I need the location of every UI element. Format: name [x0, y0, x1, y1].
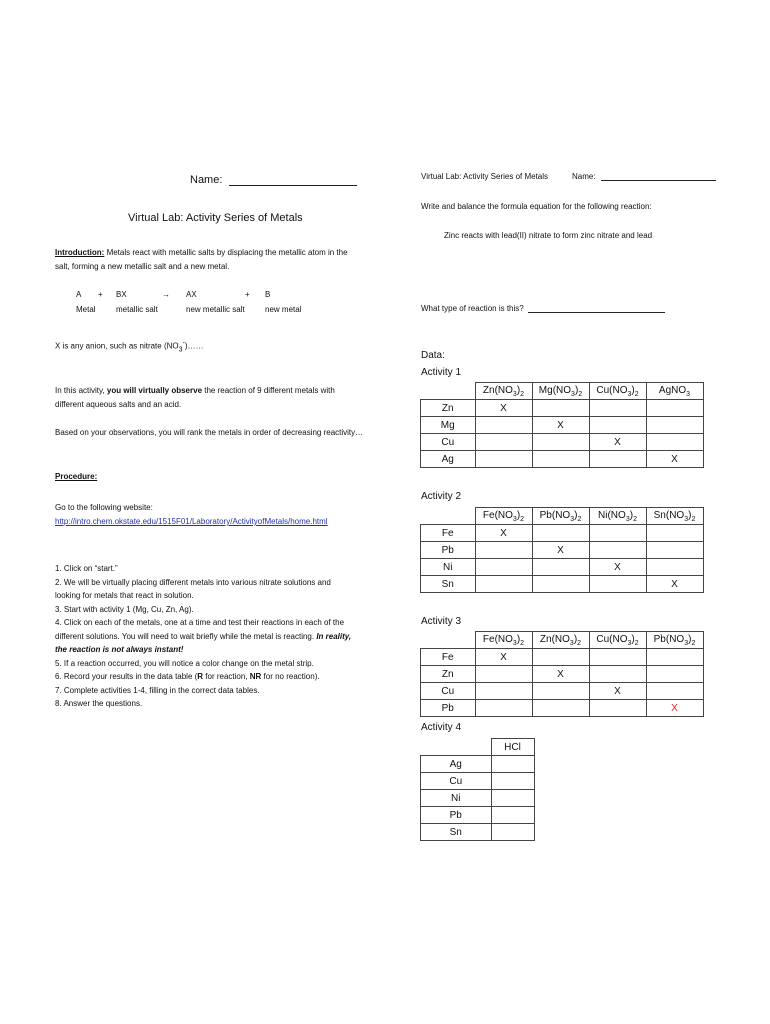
data-cell[interactable] [589, 700, 646, 717]
reaction-type-question[interactable] [421, 304, 665, 313]
introduction-heading: Introduction: [55, 248, 105, 257]
table-row [421, 576, 704, 593]
data-cell[interactable] [475, 434, 532, 451]
activity-3-label: Activity 3 [421, 616, 462, 627]
balance-instruction: Write and balance the formula equation for the following reaction: [421, 202, 652, 211]
data-cell[interactable] [646, 559, 703, 576]
activity-text-post: the reaction of 9 different metals with different aqueous salts and an acid. [55, 386, 335, 409]
data-cell-red[interactable]: X [646, 700, 703, 717]
data-cell[interactable] [475, 700, 532, 717]
data-cell[interactable] [646, 649, 703, 666]
data-cell[interactable] [475, 576, 532, 593]
data-cell[interactable]: X [589, 559, 646, 576]
data-cell[interactable] [589, 400, 646, 417]
metal-label: Fe [421, 525, 476, 542]
step-7: 7. Complete activities 1-4, filling in the correct data tables. [55, 685, 260, 695]
data-cell[interactable]: X [646, 451, 703, 468]
activity-text-bold: you will virtually observe [106, 386, 203, 395]
header-cell: $Fe(NO_3)_2$ [475, 632, 532, 649]
metal-label: Ag [421, 756, 492, 773]
activity-2-table [420, 507, 704, 593]
table-header-row [421, 383, 704, 400]
table-row [421, 525, 704, 542]
anion-note-sub: 3 [178, 346, 183, 354]
table-row [421, 700, 704, 717]
table-row [421, 542, 704, 559]
header-cell: AgNO$_3$ [646, 383, 703, 400]
corner-cell [421, 632, 476, 649]
data-cell[interactable] [646, 400, 703, 417]
data-cell[interactable] [475, 451, 532, 468]
table-row [421, 790, 535, 807]
header-cell: $Cu(NO_3)_2$ [589, 632, 646, 649]
table-row [421, 417, 704, 434]
name-blank[interactable] [229, 175, 357, 186]
data-cell[interactable] [589, 451, 646, 468]
anion-note-sup: - [182, 340, 185, 347]
table-row [421, 451, 704, 468]
eq-b: B [265, 290, 271, 299]
reaction-type-blank[interactable] [528, 304, 665, 313]
header-cell: $Pb(NO_3)_2$ [646, 632, 703, 649]
header-cell: $Zn(NO_3)_2$ [532, 632, 589, 649]
data-cell[interactable]: X [589, 683, 646, 700]
metal-label: Cu [421, 434, 476, 451]
data-cell[interactable] [589, 417, 646, 434]
header-cell: HCl [491, 739, 534, 756]
header-cell: $Sn(NO_3)_2$ [646, 508, 703, 525]
step-6 [55, 670, 355, 684]
activity-2-label: Activity 2 [421, 491, 462, 502]
table-row [421, 683, 704, 700]
header-cell: $Ni(NO_3)_2$ [589, 508, 646, 525]
data-cell[interactable]: X [475, 649, 532, 666]
table-row [421, 807, 535, 824]
activity-text-pre: In this activity, [55, 386, 107, 395]
data-cell[interactable] [475, 559, 532, 576]
eq-bx: BX [116, 290, 127, 299]
data-label: Data: [421, 350, 445, 361]
data-cell[interactable]: X [475, 400, 532, 417]
data-cell[interactable] [491, 790, 534, 807]
data-cell[interactable] [646, 525, 703, 542]
table-row [421, 400, 704, 417]
table-row [421, 666, 704, 683]
name-field[interactable] [190, 174, 357, 186]
data-cell[interactable]: X [589, 434, 646, 451]
eq-label-metal: Metal [76, 305, 96, 314]
table-row [421, 824, 535, 841]
data-cell[interactable] [532, 700, 589, 717]
right-name-field[interactable] [572, 172, 716, 181]
metal-label: Pb [421, 542, 476, 559]
data-cell[interactable]: X [532, 542, 589, 559]
anion-note-end: )…… [184, 341, 204, 351]
data-cell[interactable] [589, 666, 646, 683]
table-row [421, 756, 535, 773]
data-cell[interactable] [646, 683, 703, 700]
corner-cell [421, 739, 492, 756]
data-cell[interactable] [532, 576, 589, 593]
step-4 [55, 616, 355, 657]
data-cell[interactable] [646, 542, 703, 559]
metal-label: Cu [421, 773, 492, 790]
header-cell: $Pb(NO_3)_2$ [532, 508, 589, 525]
activity-paragraph [55, 384, 355, 412]
step-6-text: 6. Record your results in the data table ( [55, 672, 198, 681]
activity-1-table [420, 382, 704, 468]
data-cell[interactable] [532, 434, 589, 451]
step-6-r: R [197, 672, 204, 681]
website-link-container [55, 517, 328, 526]
header-cell: $Zn(NO_3)_2$ [475, 383, 532, 400]
eq-ax: AX [186, 290, 197, 299]
data-cell[interactable] [532, 400, 589, 417]
website-label: Go to the following website: [55, 503, 153, 512]
data-cell[interactable] [491, 773, 534, 790]
header-cell: $Mg(NO_3)_2$ [532, 383, 589, 400]
step-5: 5. If a reaction occurred, you will notice a color change on the metal strip. [55, 658, 314, 668]
reaction-description: Zinc reacts with lead(II) nitrate to form zinc nitrate and lead [444, 231, 653, 240]
table-header-row [421, 739, 535, 756]
metal-label: Pb [421, 807, 492, 824]
data-cell[interactable] [491, 824, 534, 841]
activity-1-label: Activity 1 [421, 367, 462, 378]
anion-note-text: X is any anion, such as nitrate (NO [55, 341, 179, 351]
procedure-heading: Procedure: [55, 472, 98, 481]
activity-4-table [420, 738, 535, 841]
step-6-end: for no reaction). [261, 672, 320, 681]
name-label: Name: [190, 174, 223, 186]
right-header-title: Virtual Lab: Activity Series of Metals [421, 172, 549, 181]
step-8: 8. Answer the questions. [55, 699, 143, 708]
metal-label: Ag [421, 451, 476, 468]
step-6-mid: for reaction, [203, 672, 250, 681]
data-cell[interactable]: X [532, 666, 589, 683]
introduction-paragraph [55, 246, 355, 274]
metal-label: Ni [421, 559, 476, 576]
website-link[interactable]: http://intro.chem.okstate.edu/1515F01/Laboratory/ActivityofMetals/home.html [55, 517, 328, 526]
step-3: 3. Start with activity 1 (Mg, Cu, Zn, Ag). [55, 604, 194, 614]
reaction-type-label: What type of reaction is this? [421, 304, 524, 313]
metal-label: Cu [421, 683, 476, 700]
data-cell[interactable] [646, 434, 703, 451]
data-cell[interactable] [491, 756, 534, 773]
data-cell[interactable] [475, 417, 532, 434]
table-row [421, 649, 704, 666]
table-row [421, 434, 704, 451]
header-cell: $Fe(NO_3)_2$ [475, 508, 532, 525]
data-cell[interactable] [491, 807, 534, 824]
data-cell[interactable] [532, 525, 589, 542]
data-cell[interactable]: X [646, 576, 703, 593]
data-cell[interactable] [475, 683, 532, 700]
data-cell[interactable] [475, 666, 532, 683]
activity-3-table [420, 631, 704, 717]
data-cell[interactable]: X [475, 525, 532, 542]
right-name-blank[interactable] [601, 172, 716, 181]
data-cell[interactable] [589, 576, 646, 593]
data-cell[interactable] [589, 649, 646, 666]
metal-label: Zn [421, 666, 476, 683]
metal-label: Mg [421, 417, 476, 434]
metal-label: Ni [421, 790, 492, 807]
step-2: 2. We will be virtually placing different metals into various nitrate solutions and looking for metals that react in solution. [55, 577, 331, 600]
header-cell: $Cu(NO_3)_2$ [589, 383, 646, 400]
data-cell[interactable] [532, 649, 589, 666]
data-cell[interactable]: X [532, 417, 589, 434]
table-row [421, 773, 535, 790]
data-cell[interactable] [646, 666, 703, 683]
eq-plus-2: + [245, 290, 250, 299]
step-4-text: 4. Click on each of the metals, one at a time and test their reactions in each of the different solutions. You will need to wait briefly while the metal is reacting. [55, 618, 345, 641]
table-header-row [421, 632, 704, 649]
data-cell[interactable] [532, 451, 589, 468]
page-title: Virtual Lab: Activity Series of Metals [128, 212, 303, 224]
eq-a: A [76, 290, 82, 299]
introduction-text: Metals react with metallic salts by displacing the metallic atom in the salt, forming a new metallic salt and a new metal. [55, 248, 348, 271]
data-cell[interactable] [589, 525, 646, 542]
step-1: 1. Click on “start.” [55, 564, 118, 573]
metal-label: Pb [421, 700, 476, 717]
anion-note [55, 340, 204, 353]
metal-label: Sn [421, 824, 492, 841]
eq-label-metallic-salt: metallic salt [116, 305, 158, 314]
data-cell[interactable] [589, 542, 646, 559]
data-cell[interactable] [532, 683, 589, 700]
eq-label-new-metal: new metal [265, 305, 302, 314]
table-row [421, 559, 704, 576]
corner-cell [421, 508, 476, 525]
metal-label: Sn [421, 576, 476, 593]
right-name-label: Name: [572, 172, 596, 181]
metal-label: Zn [421, 400, 476, 417]
metal-label: Fe [421, 649, 476, 666]
data-cell[interactable] [532, 559, 589, 576]
eq-plus-1: + [98, 290, 103, 299]
arrow-icon: → [162, 290, 170, 299]
table-header-row [421, 508, 704, 525]
step-6-nr: NR [249, 672, 262, 681]
data-cell[interactable] [646, 417, 703, 434]
step-4-emphasis: In reality, the reaction is not always instant! [55, 631, 352, 654]
procedure-steps [55, 562, 355, 711]
corner-cell [421, 383, 476, 400]
rank-instruction: Based on your observations, you will rank the metals in order of decreasing reactivity… [55, 428, 364, 437]
activity-4-label: Activity 4 [421, 722, 462, 733]
data-cell[interactable] [475, 542, 532, 559]
eq-label-new-salt: new metallic salt [186, 305, 245, 314]
